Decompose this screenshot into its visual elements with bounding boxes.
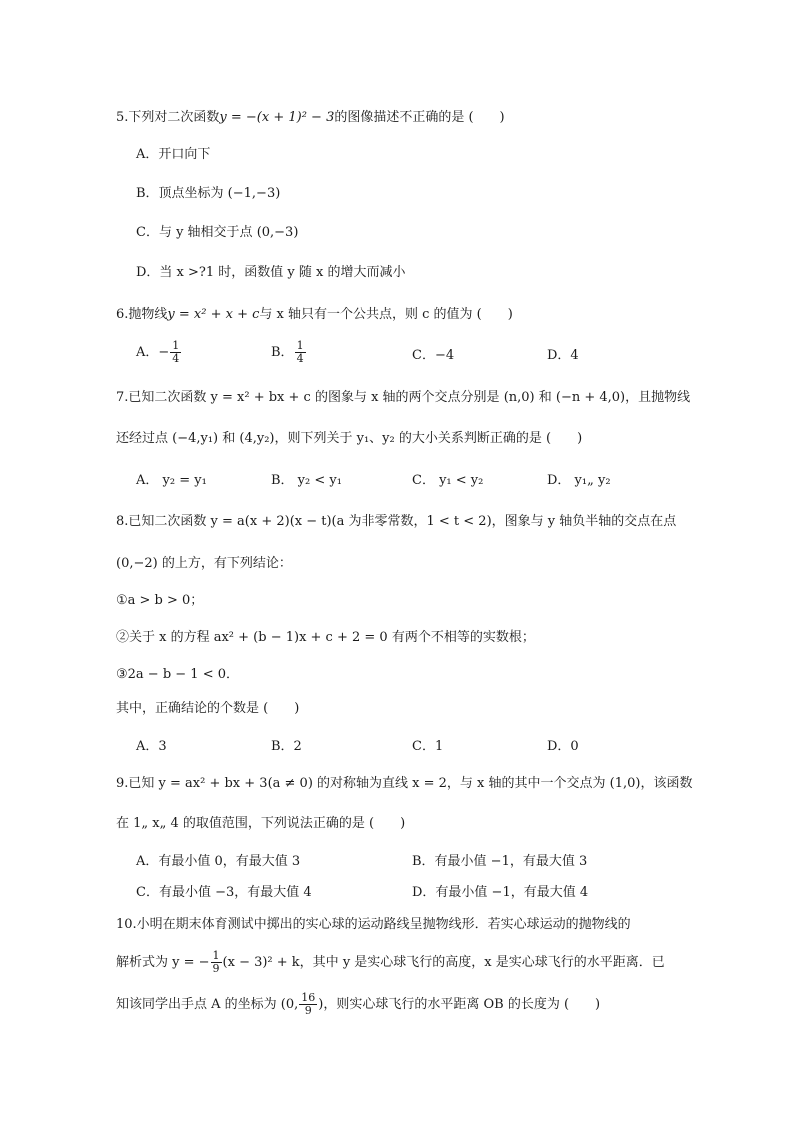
question-6-stem [116,306,513,324]
q5-option-c: C．与 y 轴相交于点 (0,−3) [136,225,299,240]
q10-line-3-a: 知该同学出手点 A 的坐标为 (0, [116,997,299,1012]
question-7-line-1: 7.已知二次函数 y = x² + bx + c 的图象与 x 轴的两个交点分别是 (n,0) 和 (−n + 4,0)，且抛物线 [116,390,691,405]
q8-option-b: B．2 [271,739,302,754]
question-10-line-2 [116,950,665,975]
question-10-line-3 [116,992,600,1017]
q10-fraction-16-9 [299,992,317,1017]
q6-option-b-label: B． [271,345,294,360]
q6-option-a [136,340,182,365]
q7-option-a: A． y₂ = y₁ [136,473,207,488]
q10-line-2-a: 解析式为 y = − [116,955,210,970]
q7-option-c: C． y₁ < y₂ [412,473,484,488]
q8-conclusion-3: ③2a − b − 1 < 0． [116,667,240,682]
q10-fraction-16-9-denominator: 9 [304,1004,312,1017]
q6-option-b [271,340,307,365]
q8-conclusion-2: ②关于 x 的方程 ax² + (b − 1)x + c + 2 = 0 有两个不相等的实数根； [116,630,535,645]
q10-fraction-1-9-numerator: 1 [212,949,220,962]
q10-line-3-b: )，则实心球飞行的水平距离 OB 的长度为 ( ) [318,997,601,1012]
q5-option-a: A．开口向下 [136,147,211,162]
q7-option-d: D． y₁„ y₂ [547,473,611,488]
q8-ask: 其中，正确结论的个数是 ( ) [116,701,300,716]
question-9-line-2: 在 1„ x„ 4 的取值范围，下列说法正确的是 ( ) [116,816,406,831]
q6-stem-a: 6.抛物线 [116,307,168,322]
question-5-stem [116,109,505,127]
q9-option-c: C．有最小值 −3，有最大值 4 [136,885,312,900]
question-9-line-1: 9.已知 y = ax² + bx + 3(a ≠ 0) 的对称轴为直线 x = 2，与 x 轴的其中一个交点为 (1,0)，该函数 [116,776,693,791]
question-8-line-2: (0,−2) 的上方，有下列结论： [116,556,292,571]
q6-option-b-denominator: 4 [296,352,304,365]
q8-option-a: A．3 [136,739,167,754]
q10-fraction-1-9-denominator: 9 [212,962,220,975]
q5-expr: y = −(x + 1)² − 3 [219,110,335,125]
q8-option-c: C．1 [412,739,444,754]
q10-fraction-16-9-numerator: 16 [301,991,316,1004]
q6-stem-b: 与 x 轴只有一个公共点，则 c 的值为 ( ) [259,307,513,322]
q5-option-b: B．顶点坐标为 (−1,−3) [136,186,281,201]
q6-option-c: C．−4 [412,348,455,363]
q9-option-a: A．有最小值 0，有最大值 3 [136,854,301,869]
q10-line-2-b: (x − 3)² + k，其中 y 是实心球飞行的高度，x 是实心球飞行的水平距离．已 [222,955,665,970]
q6-option-b-fraction [295,340,306,365]
q7-option-b: B． y₂ < y₁ [271,473,342,488]
q8-option-d: D．0 [547,739,579,754]
q5-stem-a: 5.下列对二次函数 [116,110,220,125]
q8-conclusion-1: ①a > b > 0； [116,593,204,608]
question-8-line-1: 8.已知二次函数 y = a(x + 2)(x − t)(a 为非零常数，1 < t < 2)，图象与 y 轴负半轴的交点在点 [116,514,677,529]
question-10-line-1: 10.小明在期末体育测试中掷出的实心球的运动路线呈抛物线形．若实心球运动的抛物线的 [116,917,631,932]
question-7-line-2: 还经过点 (−4,y₁) 和 (4,y₂)，则下列关于 y₁、y₂ 的大小关系判断正确的是 ( ) [116,431,583,446]
q6-option-a-denominator: 4 [172,352,180,365]
q6-option-a-label: A．− [136,345,170,360]
q9-option-d: D．有最小值 −1，有最大值 4 [412,885,589,900]
q9-option-b: B．有最小值 −1，有最大值 3 [412,854,588,869]
q5-option-d: D．当 x >?1 时，函数值 y 随 x 的增大而减小 [136,265,406,280]
q6-option-a-numerator: 1 [172,339,180,352]
q10-fraction-1-9 [211,950,222,975]
q6-option-b-numerator: 1 [296,339,304,352]
q5-stem-b: 的图像描述不正确的是 ( ) [334,110,505,125]
q6-option-d: D．4 [547,348,579,363]
q6-expr: y = x² + x + c [167,307,260,322]
q6-option-a-fraction [170,340,181,365]
